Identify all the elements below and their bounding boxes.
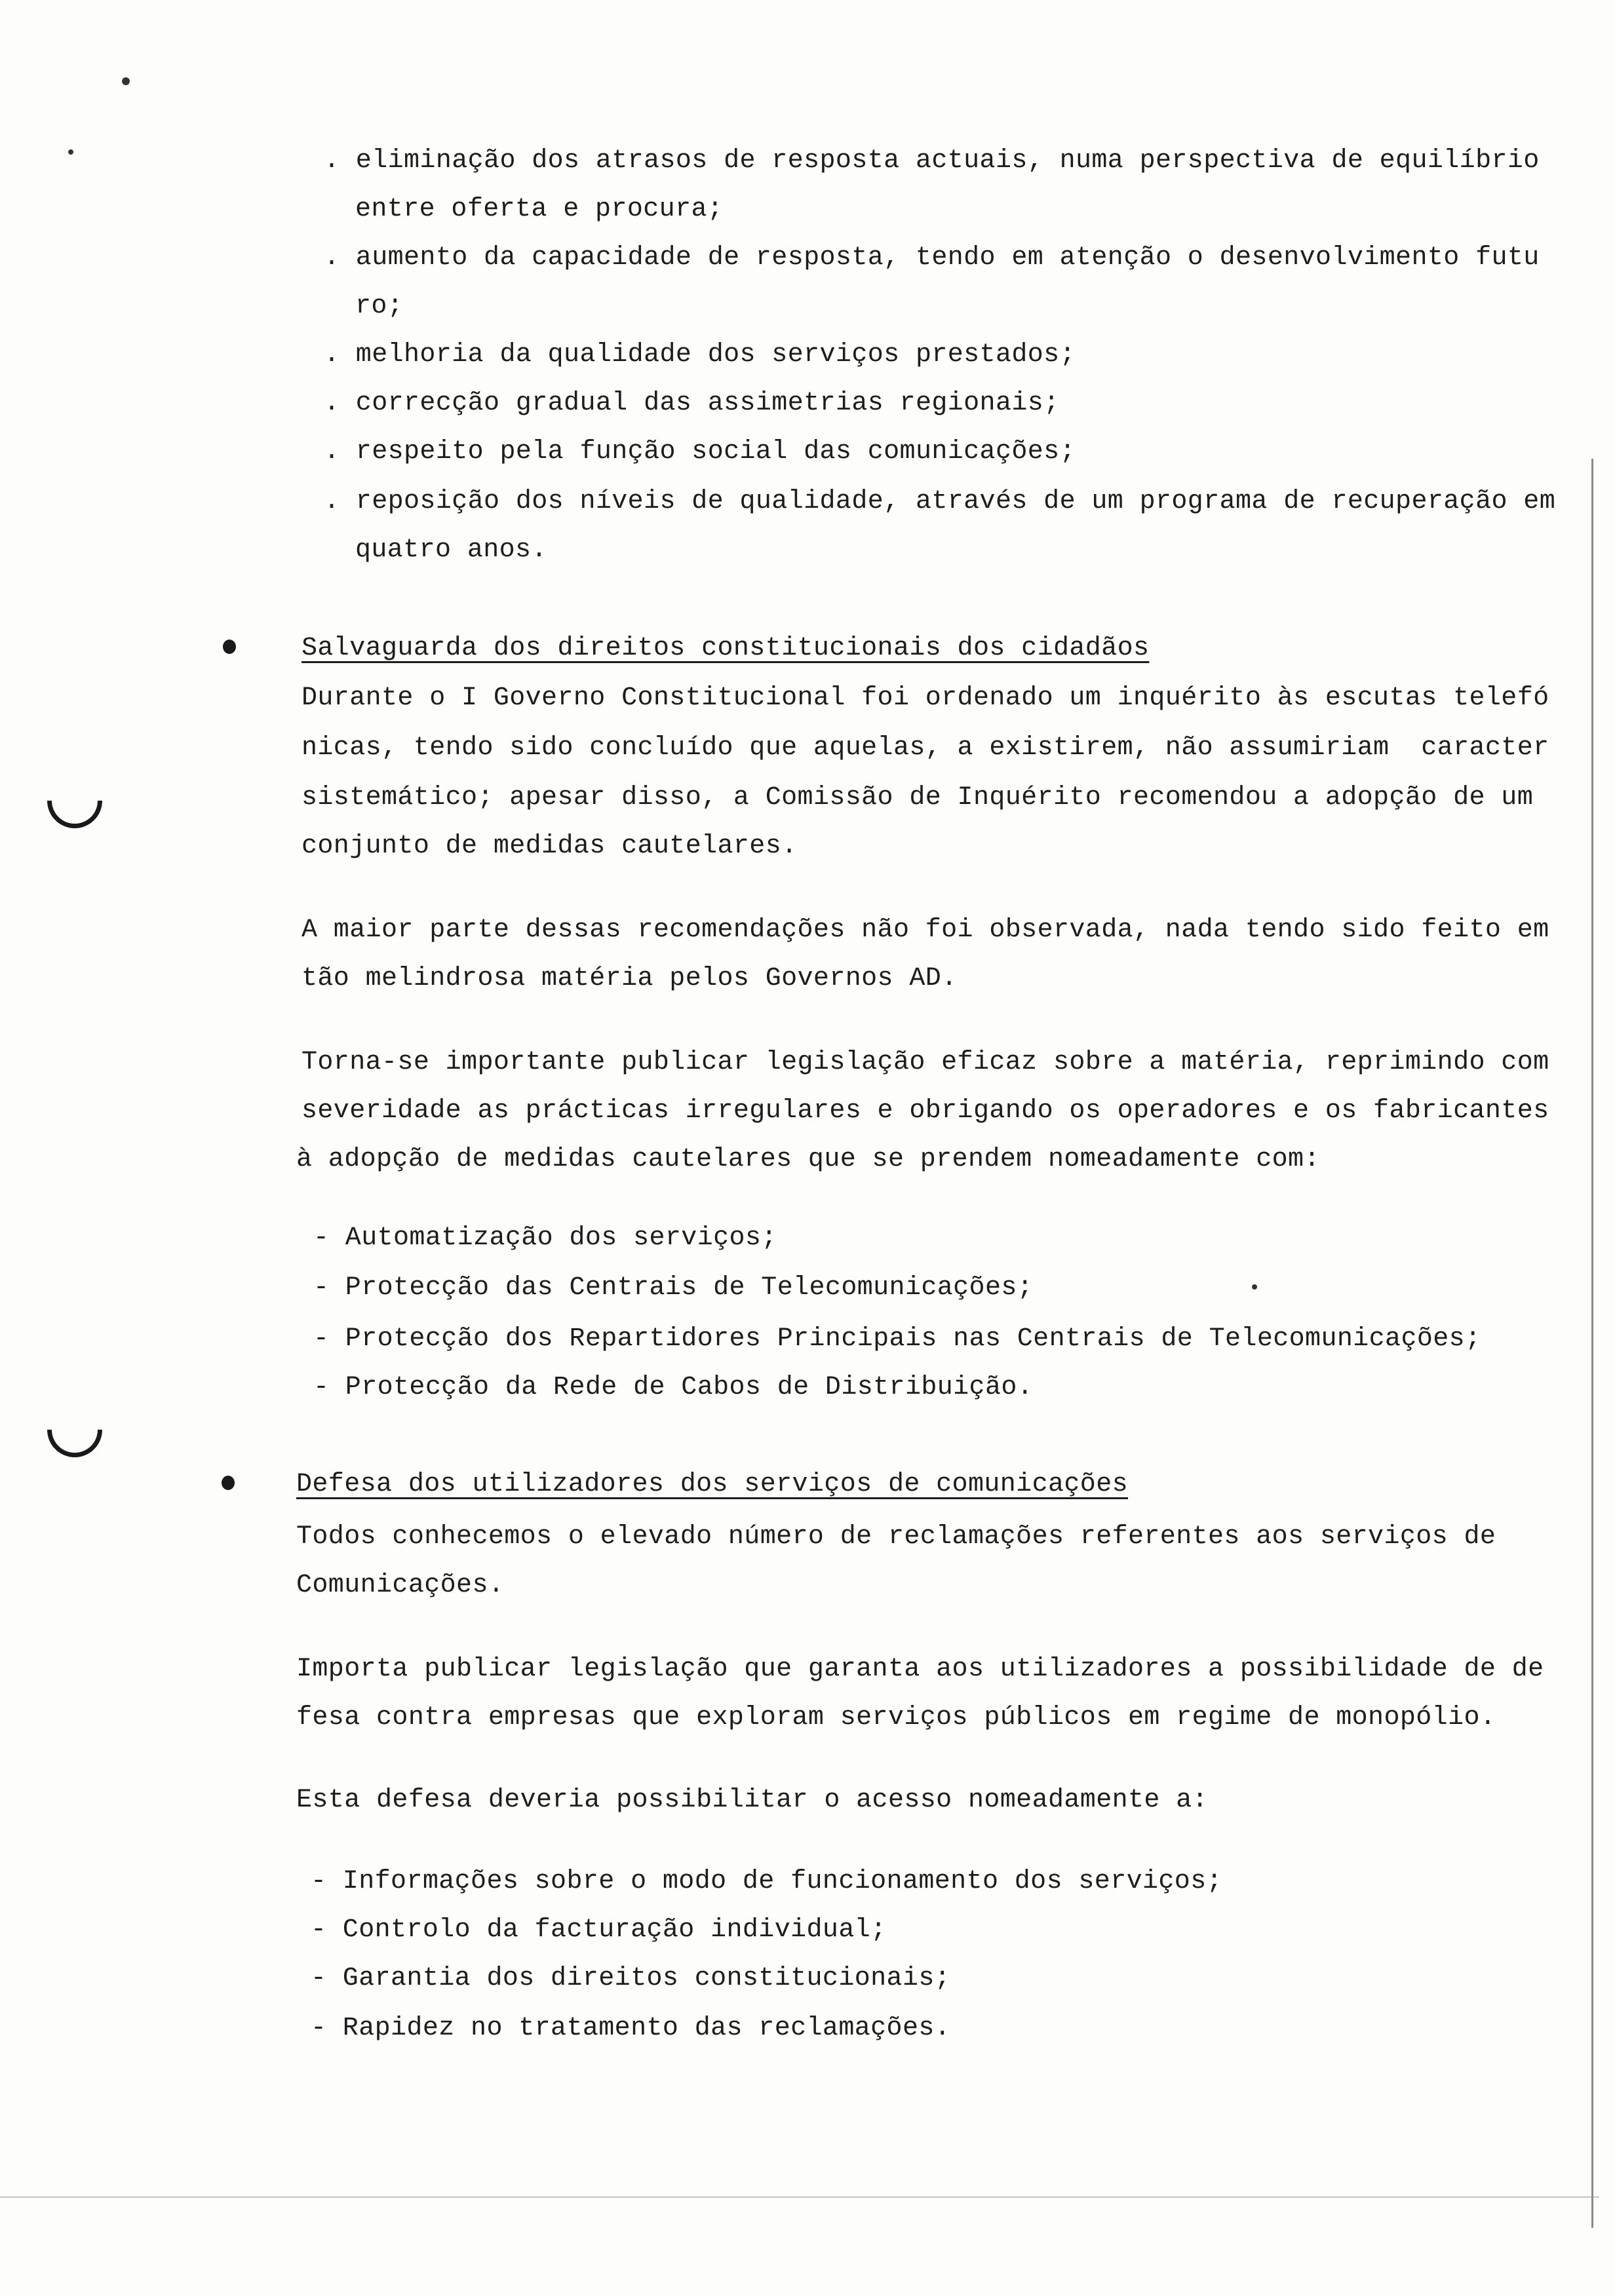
list-item: - Garantia dos direitos constitucionais; (311, 1964, 951, 1993)
paragraph-line: Durante o I Governo Constitucional foi ordenado um inquérito às escutas telefó (302, 683, 1549, 713)
list-item: - Informações sobre o modo de funcionamento dos serviços; (311, 1867, 1223, 1896)
paragraph-line: A maior parte dessas recomendações não foi observada, nada tendo sido feito em (302, 915, 1549, 945)
paragraph-line: à adopção de medidas cautelares que se prendem nomeadamente com: (296, 1145, 1320, 1174)
paragraph-line: tão melindrosa matéria pelos Governos AD. (302, 964, 958, 993)
section-title: Defesa dos utilizadores dos serviços de comunicações (296, 1470, 1129, 1499)
paragraph-line: conjunto de medidas cautelares. (302, 832, 798, 861)
objective-line: . eliminação dos atrasos de resposta actuais, numa perspectiva de equilíbrio (324, 146, 1540, 176)
paragraph-line: nicas, tendo sido concluído que aquelas, a existirem, não assumiriam caracter (302, 733, 1549, 763)
objective-line: entre oferta e procura; (355, 195, 724, 224)
paragraph-line: Esta defesa deveria possibilitar o acesso nomeadamente a: (296, 1786, 1209, 1815)
scan-edge-line (1591, 459, 1593, 2228)
scan-speck (68, 149, 73, 155)
objective-line: . reposição dos níveis de qualidade, através de um programa de recuperação em (324, 487, 1556, 516)
scan-speck (122, 77, 130, 85)
list-item: - Rapidez no tratamento das reclamações. (311, 2014, 951, 2043)
objective-line: quatro anos. (355, 535, 547, 565)
scan-speck (1252, 1284, 1257, 1290)
paragraph-line: Todos conhecemos o elevado número de reclamações referentes aos serviços de (296, 1522, 1496, 1552)
objective-line: . respeito pela função social das comunicações; (324, 437, 1076, 467)
objective-line: . melhoria da qualidade dos serviços prestados; (324, 340, 1076, 370)
section-bullet (222, 1476, 235, 1490)
list-item: - Automatização dos serviços; (313, 1223, 777, 1253)
list-item: - Protecção dos Repartidores Principais nas Centrais de Telecomunicações; (313, 1324, 1481, 1354)
paragraph-line: Comunicações. (296, 1571, 505, 1600)
list-item: - Protecção das Centrais de Telecomunicações; (313, 1273, 1034, 1303)
paragraph-line: Torna-se importante publicar legislação eficaz sobre a matéria, reprimindo com (302, 1048, 1549, 1077)
objective-line: . aumento da capacidade de resposta, tendo em atenção o desenvolvimento futu (324, 243, 1540, 273)
section-title: Salvaguarda dos direitos constitucionais dos cidadãos (302, 634, 1150, 663)
punch-hole-bottom (36, 1391, 114, 1469)
section-bullet (223, 640, 236, 654)
punch-hole-top (36, 762, 114, 840)
list-item: - Protecção da Rede de Cabos de Distribuição. (313, 1373, 1034, 1402)
paragraph-line: sistemático; apesar disso, a Comissão de Inquérito recomendou a adopção de um (302, 783, 1534, 813)
scan-edge-line (0, 2196, 1599, 2198)
paragraph-line: Importa publicar legislação que garanta aos utilizadores a possibilidade de de (296, 1655, 1544, 1684)
objective-line: . correcção gradual das assimetrias regionais; (324, 389, 1060, 418)
objective-line: ro; (355, 292, 404, 321)
list-item: - Controlo da facturação individual; (311, 1915, 887, 1945)
paragraph-line: severidade as prácticas irregulares e obrigando os operadores e os fabricantes (302, 1096, 1549, 1126)
paragraph-line: fesa contra empresas que exploram serviços públicos em regime de monopólio. (296, 1703, 1496, 1732)
